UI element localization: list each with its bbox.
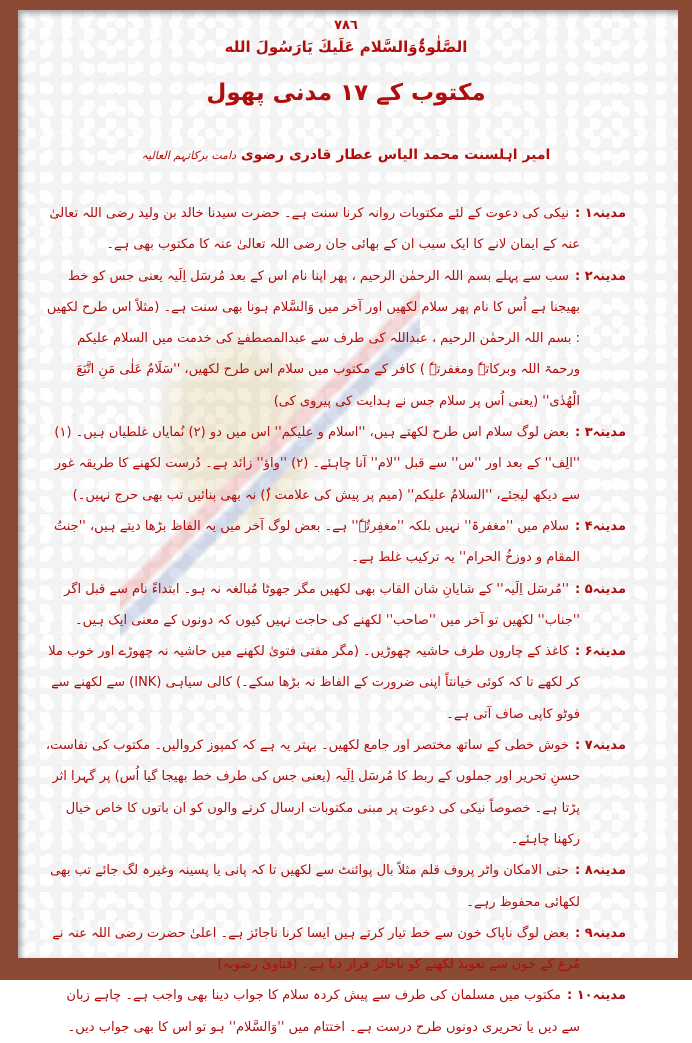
- point-label: مدینہ۳ :: [575, 425, 626, 440]
- point-text: ''مُرسَل اِلَیہ'' کے شایانِ شان القاب بھی لکھیں مگر جھوٹا مُبالغہ نہ ہو۔ ابتداءً نام سے قبل اگر ''جناب'' لکھیں تو آخر میں ''صاحب'' لکھنے کی حاجت نہیں کیوں کہ دونوں کے معنی ایک ہیں۔: [64, 582, 580, 628]
- point-text: سلام میں ''مغفرۃ'' نہیں بلکہ ''مغفِرتُہٗ'' ہے۔ بعض لوگ آخر میں یہ الفاظ بڑھا دیتے ہیں، ''جنتُ المقام و دوزخُ الحرام'' یہ ترکیب غلط ہے۔: [54, 519, 580, 565]
- point: [44, 417, 626, 511]
- page-title: مکتوب کے ۱۷ مدنی پھول: [0, 80, 692, 106]
- author-line: [0, 147, 692, 163]
- point-label: مدینہ۴ :: [575, 519, 626, 534]
- point-text: کاغذ کے چاروں طرف حاشیہ چھوڑیں۔ (مگر مفتی فتویٰ لکھنے میں حاشیہ نہ چھوڑے اور خوب ملا کر لکھے تا کہ کوئی خیانتاً اپنی ضرورت کے الفاظ نہ بڑھا سکے۔) کالی سیاہی (INK) سے لکھنے سے فوٹو کاپی صاف آتی ہے۔: [48, 644, 580, 722]
- author-name: امیر اہلسنت محمد الیاس عطار قادری رضوی: [241, 147, 550, 163]
- point: [44, 574, 626, 637]
- author-dua: دامت برکاتہم العالیہ: [142, 149, 236, 162]
- points-list: [44, 198, 626, 1043]
- point-label: مدینہ۱ :: [575, 206, 626, 221]
- point-text: خوش خطی کے ساتھ مختصر اور جامع لکھیں۔ بہتر یہ ہے کہ کمپوز کروالیں۔ مکتوب کی نفاست، حسنِ تحریر اور جملوں کے ربط کا مُرسَل اِلَیہ (یعنی جس کی طرف خط بھیجا گیا اُس) پر گہرا اثر پڑتا ہے۔ خصوصاً نیکی کی دعوت پر مبنی مکتوبات ارسال کرنے والوں کو ان باتوں کا خاص خیال رکھنا چاہئے۔: [46, 738, 580, 847]
- point: [44, 636, 626, 730]
- point-text: بعض لوگ سلام اس طرح لکھتے ہیں، ''اسلام و علیکم'' اس میں دو (۲) نُمایاں غلطیاں ہیں۔ (۱) ''الِف'' کے بعد اور ''س'' سے قبل ''لام'' آنا چاہئے۔ (۲) ''واؤ'' زائد ہے۔ دُرست لکھنے کا طریقہ غور سے دیکھ لیجئے، ''السلامُ علیکم'' (میم پر پیش کی علامت (ُ) نہ بھی بنائیں تب بھی حرج نہیں۔): [54, 425, 580, 503]
- point-label: مدینہ۲ :: [575, 269, 626, 284]
- point-label: مدینہ۹ :: [575, 926, 626, 941]
- page-number-786: ٧٨٦: [0, 18, 692, 33]
- point: [44, 918, 626, 981]
- point-label: مدینہ۶ :: [575, 644, 626, 659]
- point-label: مدینہ۱۰ :: [567, 988, 626, 1003]
- point: [44, 730, 626, 855]
- point: [44, 198, 626, 261]
- point-label: مدینہ۸ :: [575, 863, 626, 878]
- point: [44, 855, 626, 918]
- point-label: مدینہ۷ :: [575, 738, 626, 753]
- point: [44, 980, 626, 1043]
- point-text: نیکی کی دعوت کے لئے مکتوبات روانہ کرنا سنت ہے۔ حضرت سیدنا خالد بن ولید رضی اللہ تعالیٰ عنہ کے ایمان لانے کا ایک سبب ان کے بھائی جان رضی اللہ تعالیٰ عنہ کا مکتوب بھی ہے۔: [49, 206, 580, 252]
- point-text: بعض لوگ ناپاک خون سے خط تیار کرتے ہیں ایسا کرنا ناجائز ہے۔ اعلیٰ حضرت رضی اللہ عنہ نے مُرغ کے خون سے تعویذ لکھنے کو ناجائز قرار دیا ہے۔ (فتاویٰ رضویہ): [52, 926, 580, 972]
- point: [44, 511, 626, 574]
- point-text: حتی الامکان واٹر پروف قلم مثلاً بال پوائنٹ سے لکھیں تا کہ پانی یا پسینہ وغیرہ لگ جائے تب بھی لکھائی محفوظ رہے۔: [50, 863, 580, 909]
- point-label: مدینہ۵ :: [575, 582, 626, 597]
- point-text: مکتوب میں مسلمان کی طرف سے پیش کردہ سلام کا جواب دینا بھی واجب ہے۔ چاہے زبان سے دیں یا تحریری دونوں طرح درست ہے۔ اختتام میں ''وَالسَّلام'' ہو تو اس کا بھی جواب دیں۔: [66, 988, 580, 1034]
- point: [44, 261, 626, 417]
- point-text: سب سے پہلے بسم اللہ الرحمٰن الرحیم ، پھر اپنا نام اس کے بعد مُرسَل اِلَیہ یعنی جس کو خط بھیجنا ہے اُس کا نام پھر سلام لکھیں اور آخر میں وَالسَّلام ہونا بھی سنت ہے۔ (مثلاً اس طرح لکھیں : بسم اللہ الرحمٰن الرحیم ، عبداللہ کی طرف سے عبدالمصطفےٰ کی خدمت میں السلام علیکم ورحمۃ اللہ وبرکاتہٗ ومغفرتہٗ ) کافر کے مکتوب میں سلام اس طرح لکھیں، ''سَلَامٌ عَلٰی مَنِ اتَّبَعَ الْھُدٰی'' (یعنی اُس پر سلام جس نے ہدایت کی پیروی کی): [47, 269, 580, 409]
- blessing-line: الصَّلٰوۃُوَالسَّلام عَلَیكَ یَارَسُولَ الله: [0, 38, 692, 56]
